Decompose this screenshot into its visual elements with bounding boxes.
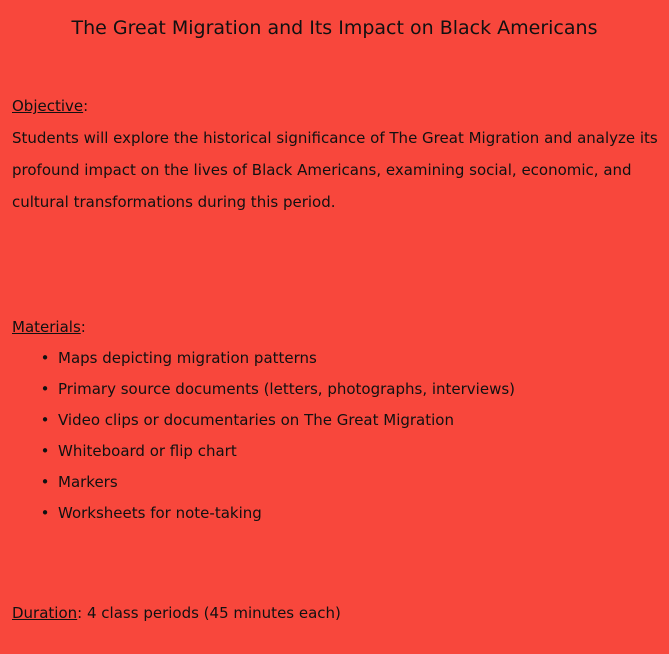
material-item: Whiteboard or flip chart bbox=[58, 442, 237, 460]
list-item bbox=[36, 436, 664, 467]
bullet-icon: • bbox=[40, 442, 50, 460]
materials-list bbox=[12, 343, 664, 529]
material-item: Video clips or documentaries on The Great Migration bbox=[58, 411, 454, 429]
materials-label: Materials bbox=[12, 318, 81, 336]
objective-section bbox=[12, 90, 664, 218]
material-item: Worksheets for note-taking bbox=[58, 504, 262, 522]
list-item bbox=[36, 467, 664, 498]
duration-line bbox=[12, 597, 664, 629]
objective-colon: : bbox=[83, 97, 89, 115]
duration-section bbox=[12, 597, 664, 629]
materials-colon: : bbox=[80, 318, 86, 336]
list-item bbox=[36, 374, 664, 405]
bullet-icon: • bbox=[40, 473, 50, 491]
duration-label: Duration bbox=[12, 604, 78, 622]
duration-value: 4 class periods (45 minutes each) bbox=[87, 604, 341, 622]
objective-heading bbox=[12, 90, 664, 122]
material-item: Markers bbox=[58, 473, 118, 491]
bullet-icon: • bbox=[40, 504, 50, 522]
page-title: The Great Migration and Its Impact on Black Americans bbox=[71, 17, 598, 39]
objective-label: Objective bbox=[12, 97, 84, 115]
materials-section bbox=[12, 311, 664, 529]
materials-heading bbox=[12, 311, 664, 343]
duration-colon: : bbox=[77, 604, 83, 622]
list-item bbox=[36, 405, 664, 436]
list-item bbox=[36, 343, 664, 374]
material-item: Primary source documents (letters, photographs, interviews) bbox=[58, 380, 516, 398]
objective-text: Students will explore the historical significance of The Great Migration and analyze its profound impact on the lives of Black Americans, examining social, economic, and cultural transformations during this period. bbox=[12, 129, 658, 211]
material-item: Maps depicting migration patterns bbox=[58, 349, 317, 367]
list-item bbox=[36, 498, 664, 529]
bullet-icon: • bbox=[40, 411, 50, 429]
bullet-icon: • bbox=[40, 349, 50, 367]
bullet-icon: • bbox=[40, 380, 50, 398]
